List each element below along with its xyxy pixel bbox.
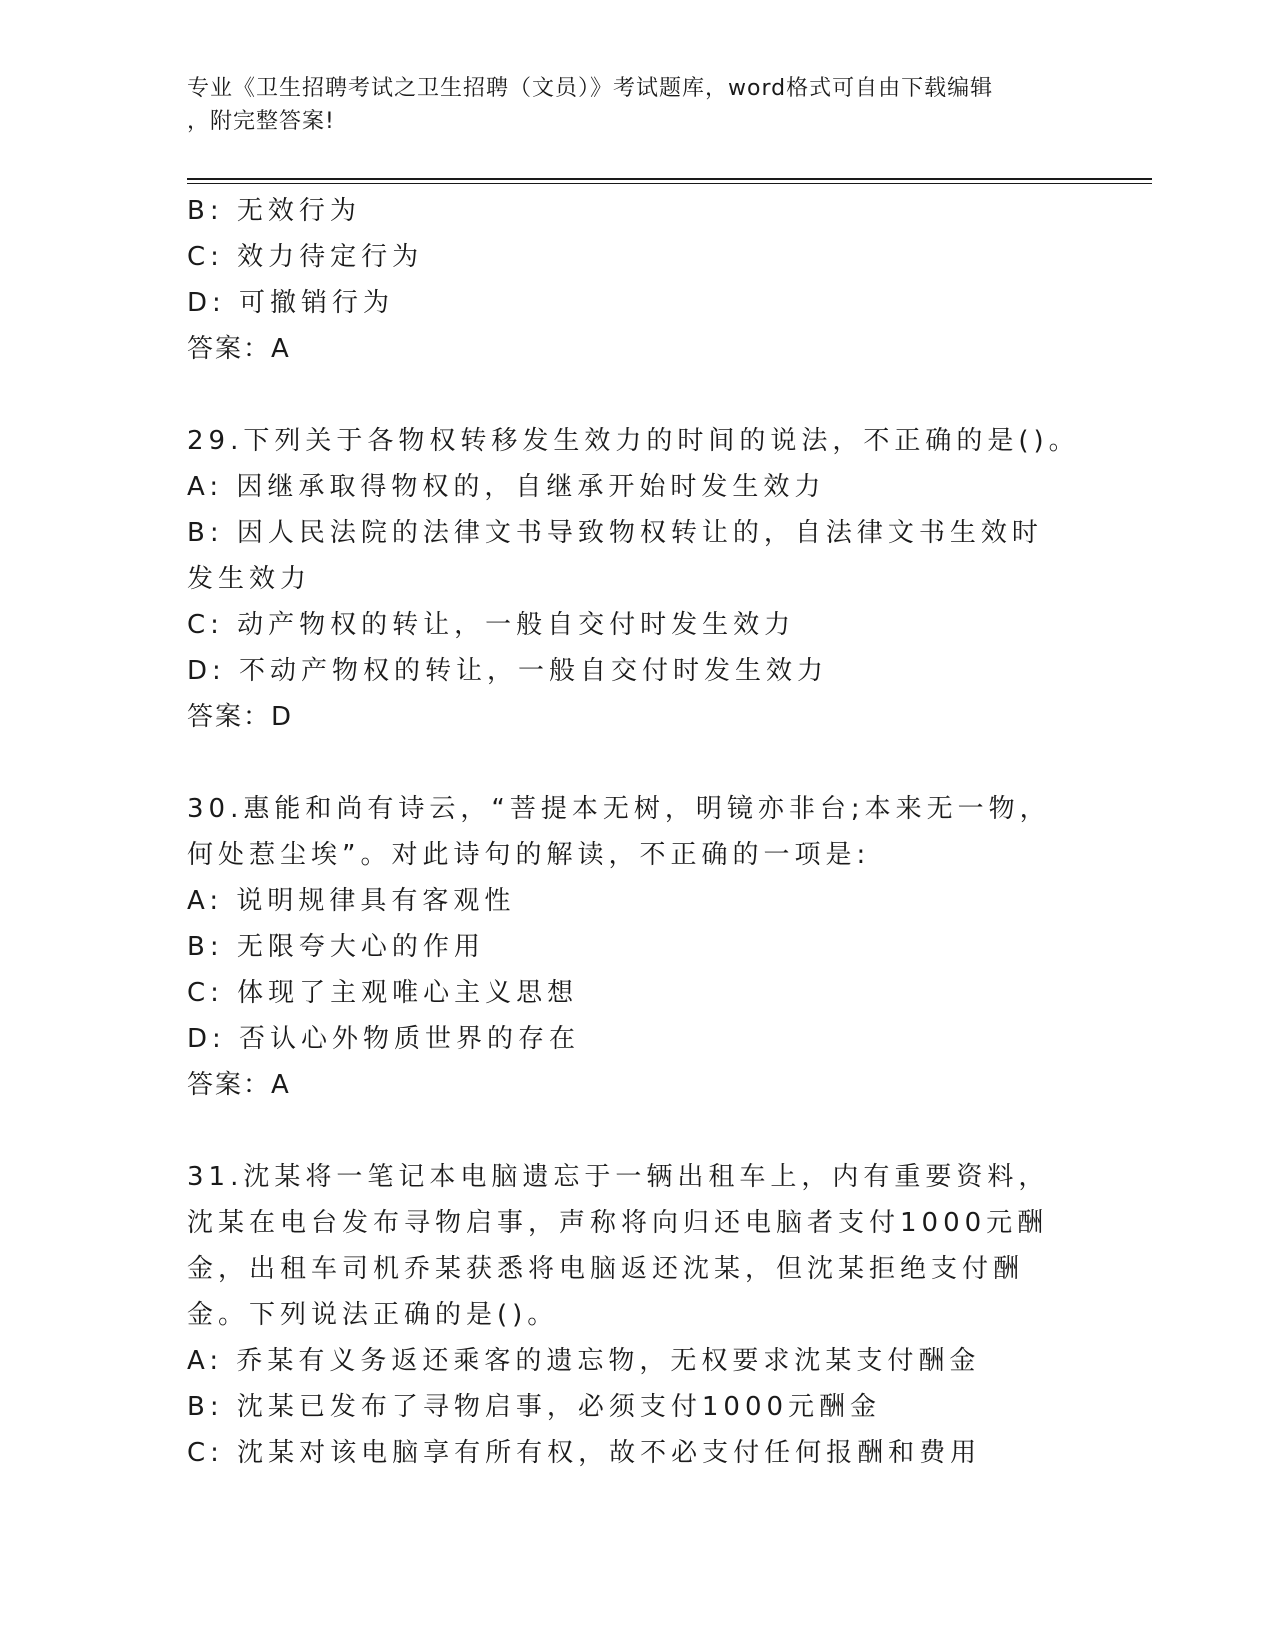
question-list — [187, 188, 1087, 1476]
header-line-2: ，附完整答案! — [187, 109, 335, 134]
q31-option-a: A: 乔某有义务返还乘客的遗忘物，无权要求沈某支付酬金 — [187, 1346, 981, 1376]
header-line-1: 专业《卫生招聘考试之卫生招聘（文员）》考试题库，word格式可自由下载编辑 — [187, 76, 994, 101]
q30-option-b: B: 无限夸大心的作用 — [187, 932, 485, 962]
q29-option-d: D: 不动产物权的转让，一般自交付时发生效力 — [187, 656, 829, 686]
page-header — [187, 72, 1067, 138]
question-29 — [187, 418, 1087, 740]
q30-option-d: D: 否认心外物质世界的存在 — [187, 1024, 581, 1054]
header-divider-thick — [187, 178, 1152, 180]
q30-stem: 30.惠能和尚有诗云，“菩提本无树，明镜亦非台;本来无一物，何处惹尘埃”。对此诗句的解读，不正确的一项是: — [187, 794, 1051, 870]
q30-answer: 答案：A — [187, 1070, 291, 1100]
q29-option-c: C: 动产物权的转让，一般自交付时发生效力 — [187, 610, 796, 640]
q29-stem: 29.下列关于各物权转移发生效力的时间的说法，不正确的是()。 — [187, 426, 1080, 456]
question-30 — [187, 786, 1087, 1108]
spacer — [187, 740, 1087, 786]
q31-option-b: B: 沈某已发布了寻物启事，必须支付1000元酬金 — [187, 1392, 882, 1422]
q29-option-a: A: 因继承取得物权的，自继承开始时发生效力 — [187, 472, 826, 502]
q30-option-a: A: 说明规律具有客观性 — [187, 886, 516, 916]
q31-stem: 31.沈某将一笔记本电脑遗忘于一辆出租车上，内有重要资料，沈某在电台发布寻物启事，声称将向归还电脑者支付1000元酬金，出租车司机乔某获悉将电脑返还沈某，但沈某拒绝支付酬金。下列说法正确的是()。 — [187, 1162, 1050, 1330]
spacer — [187, 372, 1087, 418]
q28-option-b: B: 无效行为 — [187, 196, 361, 226]
q31-option-c: C: 沈某对该电脑享有所有权，故不必支付任何报酬和费用 — [187, 1438, 982, 1468]
q30-option-c: C: 体现了主观唯心主义思想 — [187, 978, 579, 1008]
q29-answer: 答案：D — [187, 702, 294, 732]
q28-option-c: C: 效力待定行为 — [187, 242, 424, 272]
question-31 — [187, 1154, 1087, 1476]
q28-answer: 答案：A — [187, 334, 291, 364]
q29-option-b: B: 因人民法院的法律文书导致物权转让的，自法律文书生效时发生效力 — [187, 518, 1043, 594]
header-divider-thin — [187, 183, 1152, 184]
q28-option-d: D: 可撤销行为 — [187, 288, 395, 318]
question-28-continued — [187, 188, 1087, 372]
spacer — [187, 1108, 1087, 1154]
